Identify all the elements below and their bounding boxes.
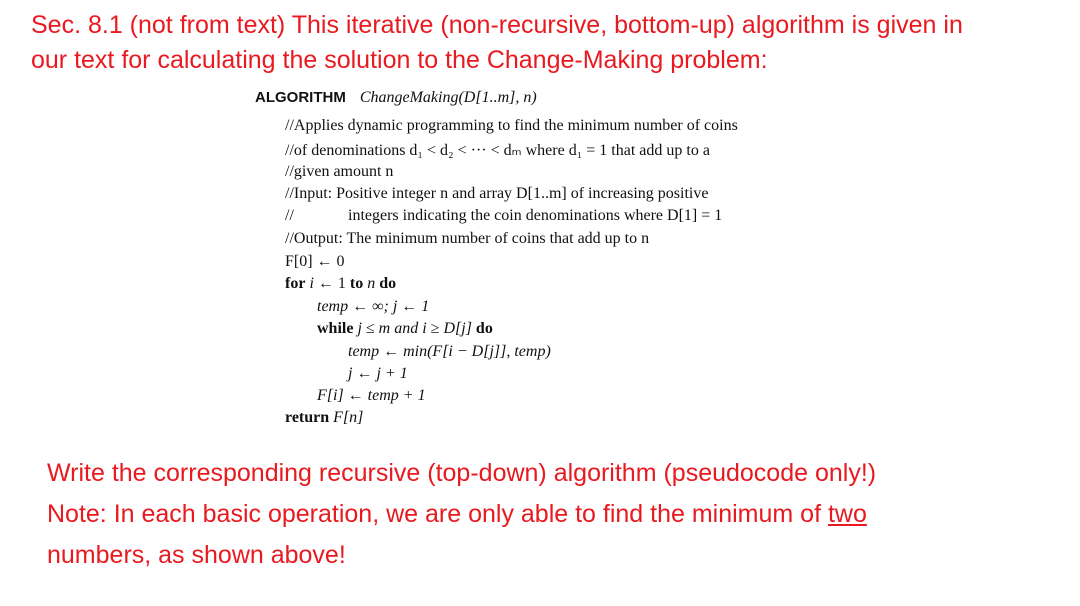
instruction-line-2 — [47, 494, 1047, 535]
instructions — [47, 453, 1047, 576]
return-keyword: return — [285, 409, 330, 426]
heading-line-1: Sec. 8.1 (not from text) This iterative (non-recursive, bottom-up) algorithm is given in — [31, 11, 963, 39]
note-text: Note: In each basic operation, we are only able to find the minimum of — [47, 500, 828, 528]
while-condition: j ≤ m and i ≥ D[j] — [357, 320, 472, 337]
for-limit: n — [367, 275, 376, 292]
code-assign: F[i] ← temp + 1 — [317, 387, 426, 404]
code-while — [317, 320, 493, 338]
code-return — [285, 409, 363, 427]
comment-cont-mark: // — [285, 207, 294, 224]
algorithm-signature: ChangeMaking(D[1..m], n) — [359, 89, 537, 106]
instruction-line-1: Write the corresponding recursive (top-down) algorithm (pseudocode only!) — [47, 459, 877, 487]
code-temp-init: temp ← ∞; j ← 1 — [317, 298, 430, 315]
code-increment: j ← j + 1 — [348, 365, 408, 382]
return-value: F[n] — [333, 409, 364, 426]
for-keyword: for — [285, 275, 306, 292]
code-init: F[0] ← 0 — [285, 253, 345, 270]
comment-line-1: //Applies dynamic programming to find the minimum number of coins — [285, 117, 738, 134]
for-range-start: ← 1 — [317, 275, 346, 292]
while-keyword: while — [317, 320, 354, 337]
code-for — [285, 275, 396, 293]
heading-line-2: our text for calculating the solution to the Change-Making problem: — [31, 46, 768, 74]
note-underlined-word: two — [827, 500, 867, 528]
comment-line-3: //given amount n — [285, 163, 394, 180]
heading — [31, 8, 1076, 78]
comment-line-6: //Output: The minimum number of coins that add up to n — [285, 230, 650, 247]
instruction-line-3: numbers, as shown above! — [47, 541, 346, 569]
code-min: temp ← min(F[i − D[j]], temp) — [348, 343, 551, 360]
algorithm-header — [255, 89, 537, 107]
comment-line-2: //of denominations d₁ < d₂ < ··· < dₘ where d₁ = 1 that add up to a — [285, 142, 710, 159]
do-keyword: do — [379, 275, 397, 292]
comment-line-5: integers indicating the coin denominations where D[1] = 1 — [348, 207, 723, 224]
comment-line-4: //Input: Positive integer n and array D[1..m] of increasing positive — [285, 185, 709, 202]
to-keyword: to — [349, 275, 364, 292]
algorithm-keyword: ALGORITHM — [255, 89, 346, 106]
for-var: i — [309, 275, 314, 292]
while-do-keyword: do — [475, 320, 493, 337]
